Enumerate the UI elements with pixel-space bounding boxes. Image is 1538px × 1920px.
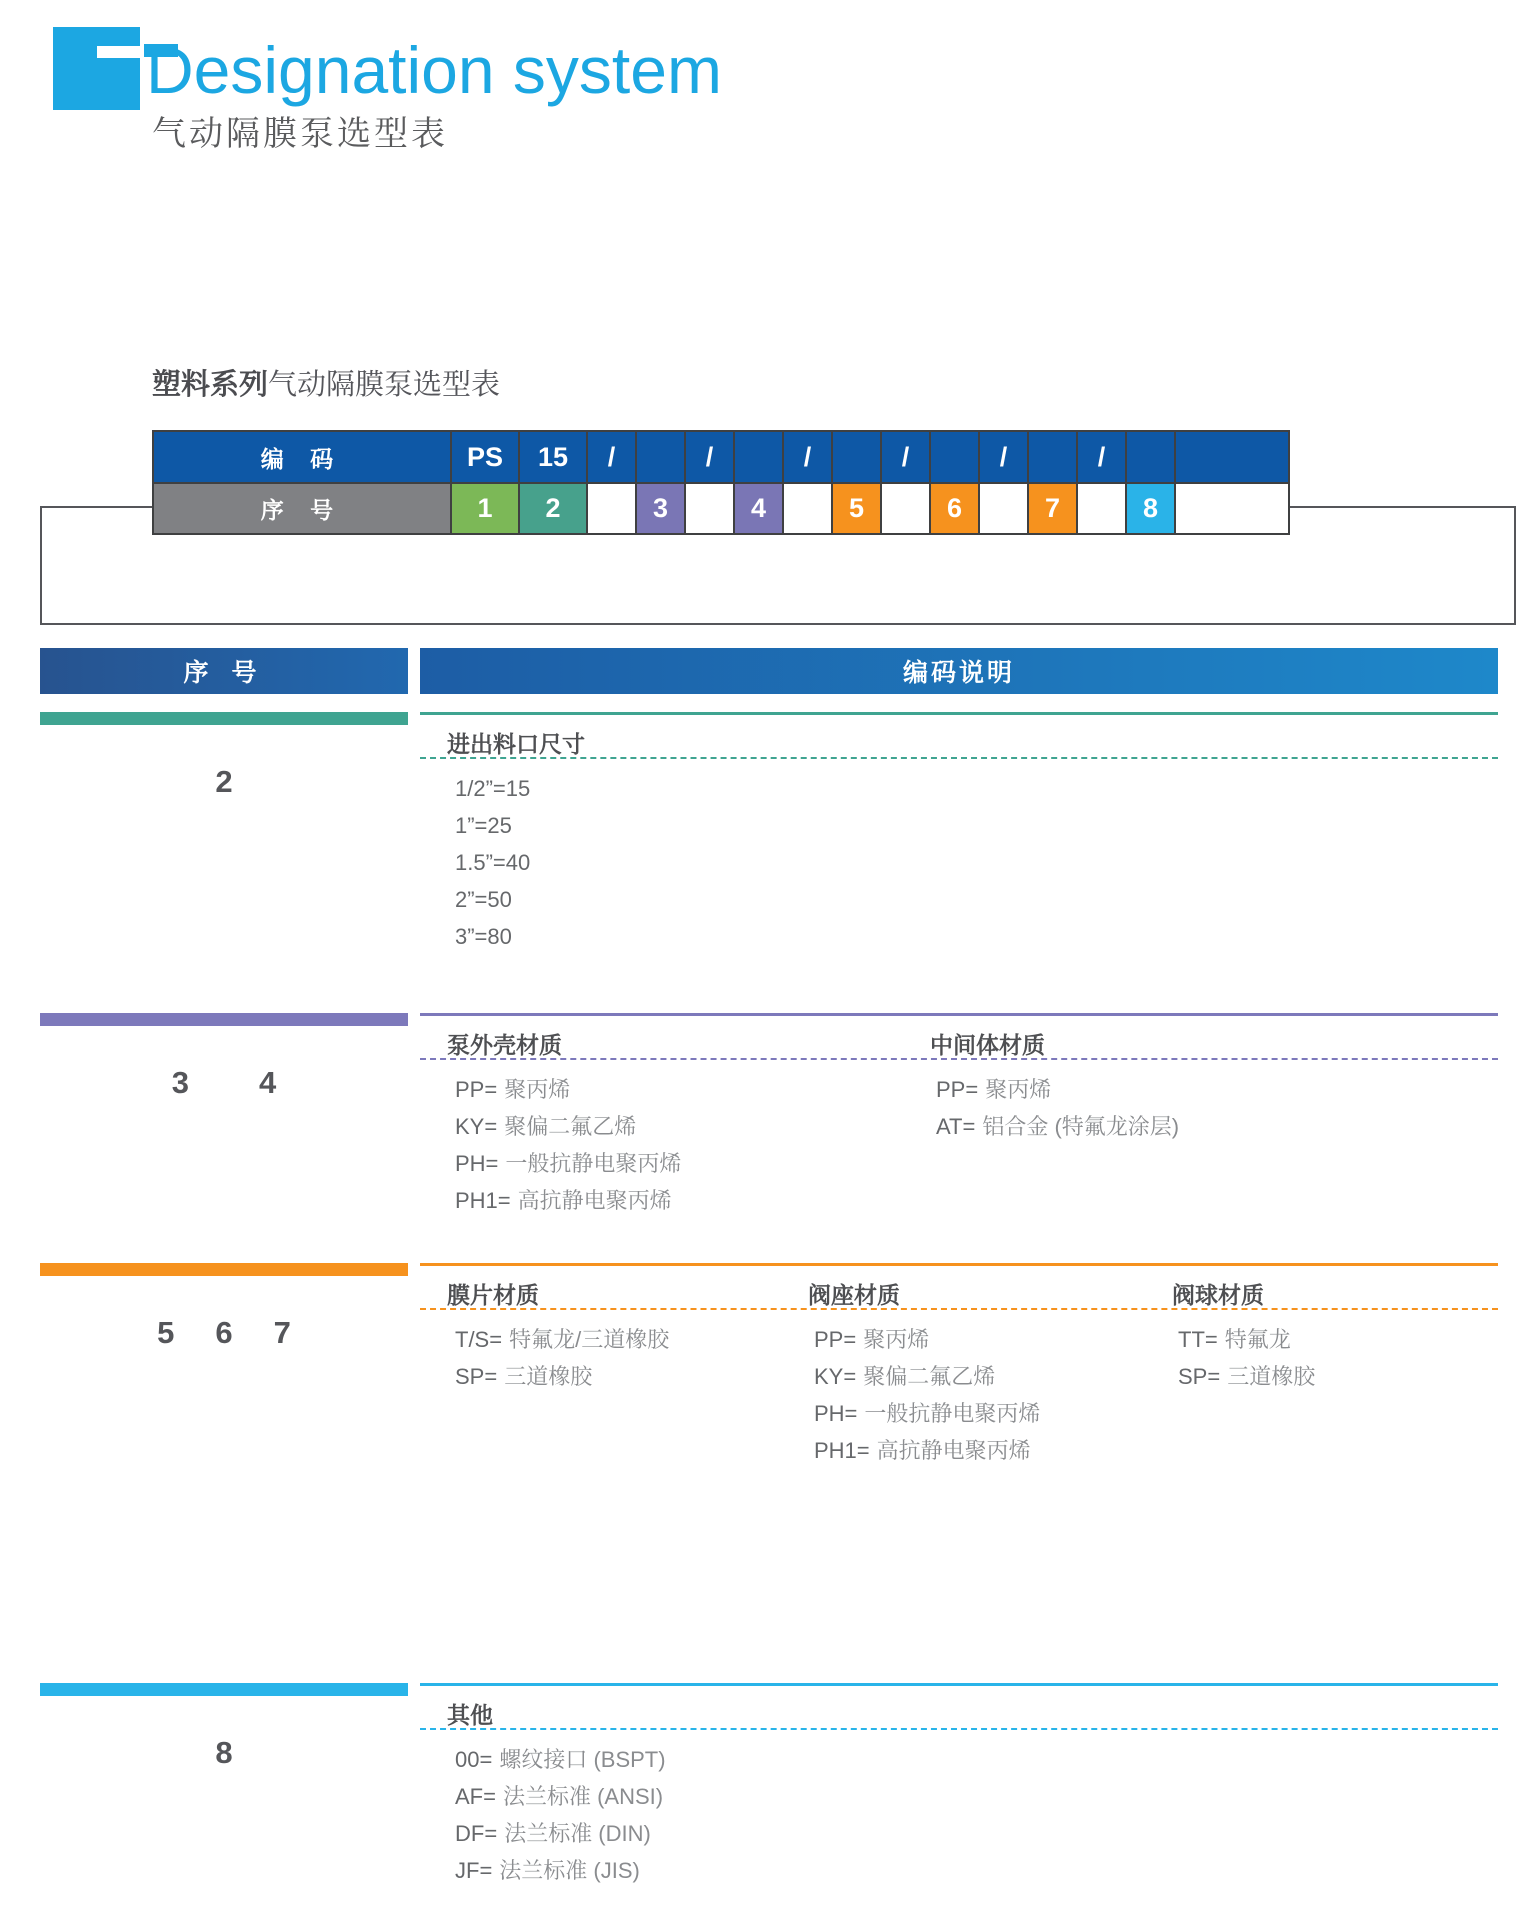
page-title: Designation system	[146, 33, 722, 107]
section567-dashed-rule	[420, 1308, 1498, 1310]
position-number: 7	[273, 1315, 291, 1350]
list-item: PH1= 高抗静电聚丙烯	[814, 1438, 1031, 1463]
code-cell-15: 15	[519, 431, 587, 483]
section8-position-number	[40, 1735, 408, 1771]
code-cell-slash: /	[783, 431, 832, 483]
position-number: 2	[215, 764, 233, 799]
position-cell-blank	[685, 483, 734, 534]
list-item: AT= 铝合金 (特氟龙涂层)	[936, 1114, 1180, 1139]
position-cell-5: 5	[832, 483, 881, 534]
section8-column-title: 其他	[447, 1702, 493, 1728]
code-cell-slash: /	[1077, 431, 1126, 483]
series-heading-bold: 塑料系列	[152, 369, 269, 401]
section567-column2-items	[814, 1321, 1040, 1469]
section567-column1-items	[455, 1321, 669, 1395]
position-cell-2: 2	[519, 483, 587, 534]
list-item: T/S= 特氟龙/三道橡胶	[455, 1327, 670, 1352]
list-item: PP= 聚丙烯	[814, 1327, 930, 1352]
list-item: PP= 聚丙烯	[455, 1077, 571, 1102]
section2-column-title: 进出料口尺寸	[447, 731, 585, 757]
code-cell-blank	[734, 431, 783, 483]
position-cell-blank	[1175, 483, 1289, 534]
list-item: KY= 聚偏二氟乙烯	[814, 1364, 996, 1389]
list-item: KY= 聚偏二氟乙烯	[455, 1114, 637, 1139]
position-row	[153, 483, 1289, 534]
code-cell-blank	[1028, 431, 1077, 483]
section567-column3-title: 阀球材质	[1172, 1282, 1264, 1308]
position-number: 3	[171, 1065, 189, 1100]
list-item: 00= 螺纹接口 (BSPT)	[455, 1747, 666, 1772]
series-heading	[152, 362, 500, 403]
model-code-table	[152, 430, 1290, 535]
code-cell-slash: /	[587, 431, 636, 483]
section8-color-bar	[40, 1683, 408, 1696]
code-row-label: 编 码	[153, 431, 451, 483]
code-cell-blank	[636, 431, 685, 483]
position-cell-3: 3	[636, 483, 685, 534]
list-item: SP= 三道橡胶	[1178, 1364, 1316, 1389]
section34-column1-title: 泵外壳材质	[447, 1032, 562, 1058]
section34-position-numbers	[40, 1065, 408, 1101]
section2-item-list	[455, 770, 530, 955]
section34-dashed-rule	[420, 1058, 1498, 1060]
position-cell-blank	[783, 483, 832, 534]
section2-top-rule	[420, 712, 1498, 715]
section2-dashed-rule	[420, 757, 1498, 759]
position-number: 4	[259, 1065, 277, 1100]
position-row-label: 序 号	[153, 483, 451, 534]
section8-top-rule	[420, 1683, 1498, 1686]
code-cell-blank	[1175, 431, 1289, 483]
section567-position-numbers	[40, 1315, 408, 1351]
brand-logo-notch	[97, 46, 141, 58]
code-cell-blank	[832, 431, 881, 483]
section567-column2-title: 阀座材质	[808, 1282, 900, 1308]
position-number: 5	[157, 1315, 175, 1350]
list-item: 1”=25	[455, 813, 512, 838]
code-cell-slash: /	[979, 431, 1028, 483]
code-cell-slash: /	[685, 431, 734, 483]
code-cell-slash: /	[881, 431, 930, 483]
list-item: 2”=50	[455, 887, 512, 912]
list-item: DF= 法兰标准 (DIN)	[455, 1821, 651, 1846]
section567-top-rule	[420, 1263, 1498, 1266]
position-cell-blank	[1077, 483, 1126, 534]
brand-logo-square	[53, 27, 140, 110]
code-row	[153, 431, 1289, 483]
position-cell-blank	[881, 483, 930, 534]
position-number: 8	[215, 1735, 233, 1770]
position-cell-6: 6	[930, 483, 979, 534]
list-item: PH= 一般抗静电聚丙烯	[455, 1151, 682, 1176]
page-subtitle: 气动隔膜泵选型表	[152, 115, 448, 153]
list-item: PH1= 高抗静电聚丙烯	[455, 1188, 672, 1213]
position-cell-4: 4	[734, 483, 783, 534]
section34-top-rule	[420, 1013, 1498, 1016]
position-cell-blank	[979, 483, 1028, 534]
section567-color-bar	[40, 1263, 408, 1276]
section8-item-list	[455, 1741, 666, 1889]
list-item: PH= 一般抗静电聚丙烯	[814, 1401, 1041, 1426]
section2-position-number	[40, 764, 408, 800]
series-heading-rest: 气动隔膜泵选型表	[268, 369, 501, 401]
section2-color-bar	[40, 712, 408, 725]
position-cell-blank	[587, 483, 636, 534]
position-cell-1: 1	[451, 483, 519, 534]
position-cell-8: 8	[1126, 483, 1175, 534]
position-cell-7: 7	[1028, 483, 1077, 534]
list-item: SP= 三道橡胶	[455, 1364, 593, 1389]
list-item: 3”=80	[455, 924, 512, 949]
legend-header-position: 序 号	[40, 648, 408, 694]
list-item: 1.5”=40	[455, 850, 531, 875]
list-item: 1/2”=15	[455, 776, 531, 801]
code-cell-blank	[1126, 431, 1175, 483]
section34-column2-items	[936, 1071, 1179, 1145]
section8-dashed-rule	[420, 1728, 1498, 1730]
list-item: TT= 特氟龙	[1178, 1327, 1291, 1352]
legend-header-description: 编码说明	[420, 648, 1498, 694]
list-item: PP= 聚丙烯	[936, 1077, 1052, 1102]
code-cell-blank	[930, 431, 979, 483]
section34-column1-items	[455, 1071, 681, 1219]
list-item: JF= 法兰标准 (JIS)	[455, 1858, 640, 1883]
section34-column2-title: 中间体材质	[930, 1032, 1045, 1058]
list-item: AF= 法兰标准 (ANSI)	[455, 1784, 664, 1809]
section34-color-bar	[40, 1013, 408, 1026]
code-cell-ps: PS	[451, 431, 519, 483]
section567-column1-title: 膜片材质	[447, 1282, 539, 1308]
position-number: 6	[215, 1315, 233, 1350]
section567-column3-items	[1178, 1321, 1315, 1395]
